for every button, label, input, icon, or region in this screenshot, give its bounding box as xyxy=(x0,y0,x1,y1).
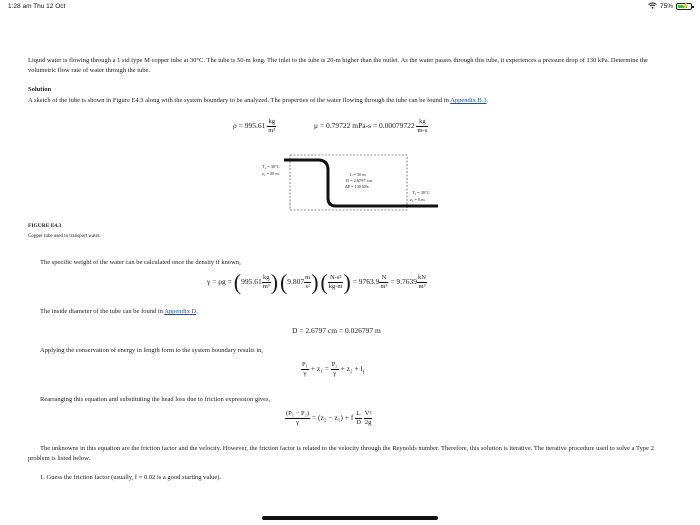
tube-diameter: D = 2.6797 cm xyxy=(346,178,372,183)
figure-label: FIGURE E4.3 xyxy=(28,223,62,229)
inlet-elevation: z₁ = 20 m xyxy=(262,171,279,176)
pressure-drop: ΔP = 130 kPa xyxy=(345,184,369,189)
copper-tube-diagram xyxy=(240,145,445,215)
inlet-temperature: T₁ = 30°C xyxy=(262,164,280,169)
energy-equation: $\frac{\text{P₁}}{\gamma}$ + z₁ = $\frac{\text{P₂}}{\gamma}$ + $z_2 + l_f$ xyxy=(302,361,365,377)
problem-statement: Liquid water is flowing through a 1 std type M copper tube at 30°C. The tube is 50-m long. The inlet to the tube is 20-m higher than the outlet. As the water passes through this tube, it experiences a pressure drop of 130 kPa. Determine the volumetric flow rate of water through the tube. xyxy=(28,57,648,74)
viscosity-equation: μ = 0.79722 mPa-s = 0.00079722 $\frac{kg}{m-s}$ xyxy=(314,118,428,134)
wifi-icon xyxy=(648,2,657,11)
diameter-equation: D = 2.6797 cm = 0.026797 m xyxy=(292,326,381,335)
home-indicator[interactable] xyxy=(262,516,438,520)
figure-caption: Copper tube used to transport water. xyxy=(28,234,101,239)
density-equation: ρ = 995.61 $\frac{kg}{\text{m³}}$ xyxy=(233,118,276,134)
unknowns-text: The unknowns in this equation are the friction factor and the velocity. However, the friction factor is related to the velocity through the Reynolds number. Therefore, this solution is iterative. The iterative procedure used to solve a Type 2 problem is listed below. xyxy=(28,445,654,462)
solution-heading: Solution xyxy=(28,86,52,93)
battery-icon xyxy=(676,3,692,10)
specific-weight-text: The specific weight of the water can be calculated once the density if known, xyxy=(40,259,241,266)
step-1-text: 1. Guess the friction factor (usually, f = 0.02 is a good starting value). xyxy=(40,474,222,481)
diameter-text: The inside diameter of the tube can be found in Appendix D. xyxy=(40,308,198,315)
charging-bolt-icon: ⚡ xyxy=(681,3,690,10)
solution-intro: A sketch of the tube is shown in Figure E4.3 along with the system boundary to be analyzed. The properties of the water flowing through the tube can be found in Appendix B.3. xyxy=(28,97,489,104)
outlet-temperature: T₂ = 30°C xyxy=(412,190,430,195)
energy-text: Applying the conservation of energy in length form to the system boundary results in, xyxy=(40,347,264,354)
tube-length: L = 50 m xyxy=(350,172,366,177)
rearranged-equation: $\frac{\text{(P₁ − P₂)}}{\gamma}$ = (z₂ − z₁) + f $\frac{L}{D}$ $\frac{\text{V²}}{2g}$ xyxy=(286,410,372,426)
status-bar xyxy=(0,0,700,14)
rearrange-text: Rearranging this equation and substituting the head loss due to friction expression gives, xyxy=(40,396,271,403)
status-time: 1:28 am Thu 12 Oct xyxy=(8,3,66,10)
outlet-elevation: z₂ = 0 m xyxy=(410,197,425,202)
specific-weight-equation: γ = ρg = (995.61 $\frac{kg}{\text{m³}}$ ) (9.807 $\frac{m}{\text{s²}}$ ) ( $\frac{\text{N-s²}}{kg-m}$ ) = 9763.9 $\frac{N}{\text{m³}}$ = 9.7639 $\frac{kN}{\text{m³}}$ xyxy=(207,269,426,295)
battery-percent: 75% xyxy=(659,3,673,10)
status-indicators xyxy=(648,2,692,11)
appendix-b3-link[interactable]: Appendix B.3 xyxy=(450,97,487,104)
appendix-d-link[interactable]: Appendix D xyxy=(164,308,197,315)
